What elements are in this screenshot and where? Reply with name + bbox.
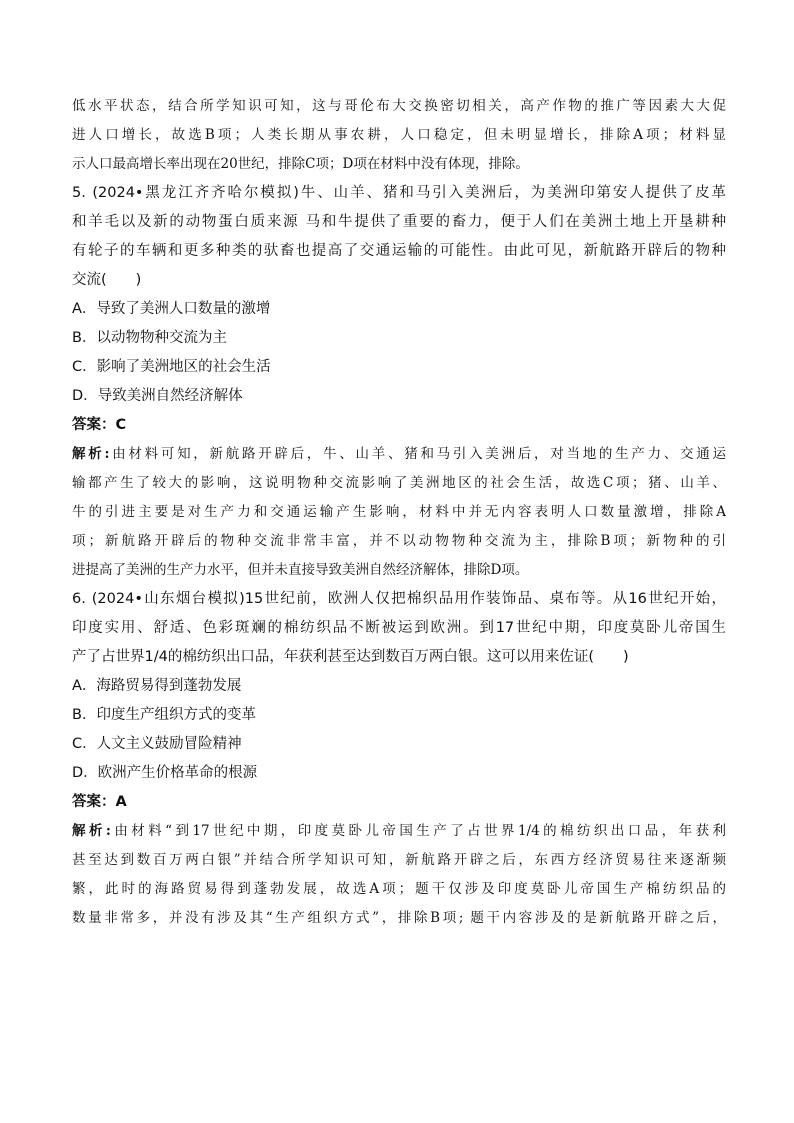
explanation-line: 进人口增长，故选B项；人类长期从事农耕，人口稳定，但未明显增长，排除A项；材料显 [72,127,726,143]
question-stem-line: 5. (2024•黑龙江齐齐哈尔模拟)牛、山羊、猪和马引入美洲后，为美洲印第安人提供了皮革 [72,185,726,201]
question-stem-line: 产了占世界1/4的棉纺织出口品，年获利甚至达到数百万两白银。这可以用来佐证( ) [72,649,629,665]
previous-explanation [72,92,726,179]
option-c: C．影响了美洲地区的社会生活 [72,359,271,375]
explanation-text: 由材料可知，新航路开辟后，牛、山羊、猪和马引入美洲后，对当地的生产力、交通运 [109,446,726,462]
explanation-line: 进提高了美洲的生产力水平，但并未直接导致美洲自然经济解体，排除D项。 [72,562,529,578]
answer-value: A [115,794,127,810]
question-stem-line: 6. (2024•山东烟台模拟)15世纪前，欧洲人仅把棉织品用作装饰品、桌布等。从16世纪开始， [72,591,726,607]
option-a: A．导致了美洲人口数量的激增 [72,301,271,317]
explanation-line [72,440,726,469]
option-b: B．以动物物种交流为主 [72,330,227,346]
explanation-line: 低水平状态，结合所学知识可知，这与哥伦布大交换密切相关，高产作物的推广等因素大大促 [72,98,726,114]
explanation-line: 甚至达到数百万两白银”并结合所学知识可知，新航路开辟之后，东西方经济贸易往来逐渐频 [72,852,726,868]
question-stem-line: 有轮子的车辆和更多种类的驮畜也提高了交通运输的可能性。由此可见，新航路开辟后的物种 [72,243,726,259]
option-d: D．欧洲产生价格革命的根源 [72,765,258,781]
answer-value: C [115,417,127,433]
option-a: A．海路贸易得到蓬勃发展 [72,678,242,694]
explanation-text: 由材料“到17世纪中期，印度莫卧儿帝国生产了占世界1/4的棉纺织出口品，年获利 [110,823,726,839]
explanation-line [72,817,726,846]
explanation-line: 示人口最高增长率出现在20世纪，排除C项；D项在材料中没有体现，排除。 [72,156,529,172]
option-b: B．印度生产组织方式的变革 [72,707,256,723]
explanation-line: 数量非常多，并没有涉及其“生产组织方式”，排除B项; 题干内容涉及的是新航路开辟之后， [72,910,726,926]
explanation-line: 繁，此时的海路贸易得到蓬勃发展，故选A项；题干仅涉及印度莫卧儿帝国生产棉纺织品的 [72,881,726,897]
explanation-line: 牛的引进主要是对生产力和交通运输产生影响，材料中并无内容表明人口数量激增，排除A [72,504,726,520]
question-stem-line: 和羊毛以及新的动物蛋白质来源 马和牛提供了重要的畜力，便于人们在美洲土地上开垦耕种 [72,214,726,230]
explanation-line: 项；新航路开辟后的物种交流非常丰富，并不以动物物种交流为主，排除B项；新物种的引 [72,533,726,549]
answer-label: 答案： [72,794,116,810]
explanation-label: 解析: [72,446,110,462]
answer-label: 答案： [72,417,116,433]
explanation-label: 解析: [72,823,111,839]
question-6 [72,585,726,933]
option-c: C．人文主义鼓励冒险精神 [72,736,242,752]
explanation-line: 输都产生了较大的影响，这说明物种交流影响了美洲地区的社会生活，故选C项；猪、山羊、 [72,475,726,491]
option-d: D．导致美洲自然经济解体 [72,388,243,404]
answer [72,788,726,817]
document-page [72,92,726,933]
question-5 [72,179,726,585]
question-stem-line: 交流( ) [72,272,142,288]
answer [72,411,726,440]
question-stem-line: 印度实用、舒适、色彩斑斓的棉纺织品不断被运到欧洲。到17世纪中期，印度莫卧儿帝国生 [72,620,726,636]
